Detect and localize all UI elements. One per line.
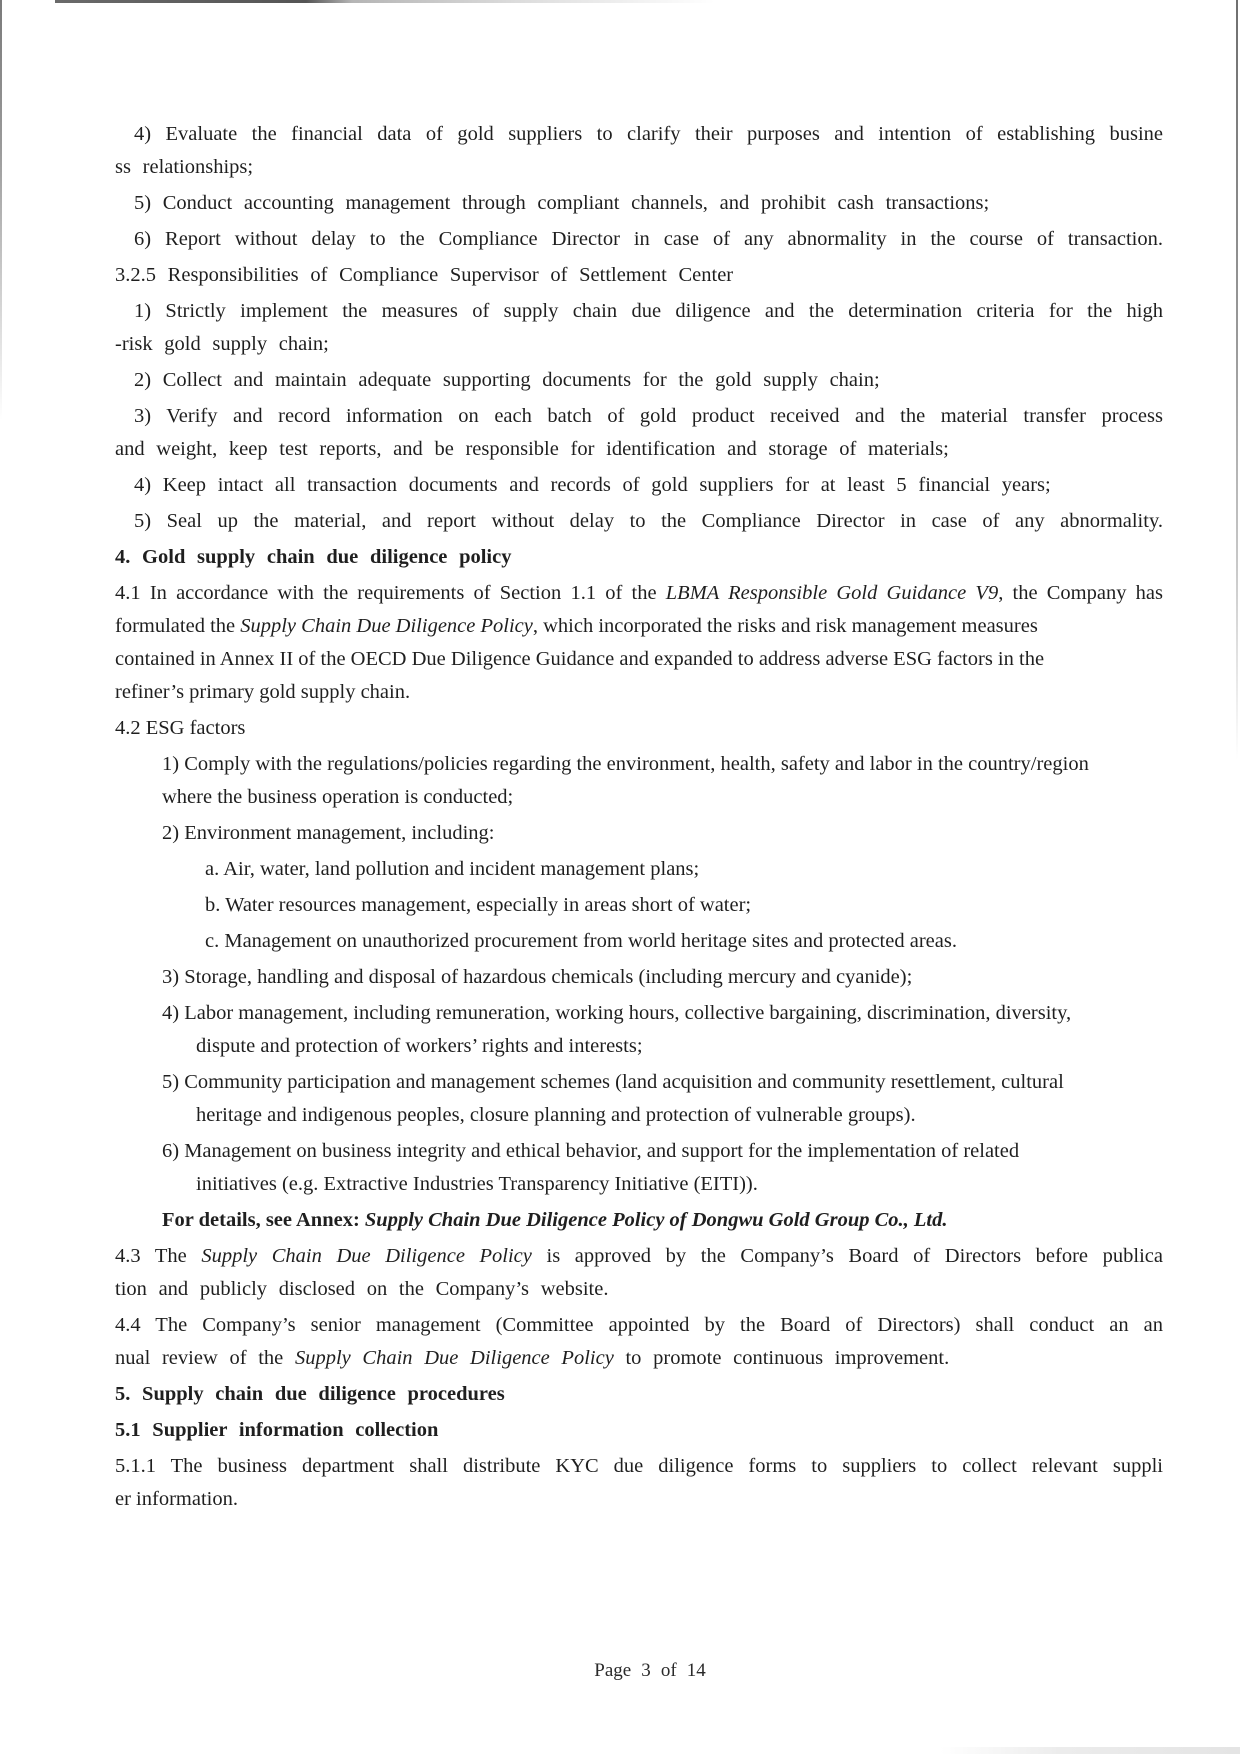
text-line <box>134 364 1163 397</box>
text-segment: ss relationships; <box>115 156 254 178</box>
text-segment: LBMA Responsible Gold Guidance V9 <box>665 582 999 604</box>
text-segment: 6) Report without delay to the Compliance Director in case of any abnormality in the course of transaction. <box>134 228 1163 250</box>
text-line <box>196 1099 1163 1132</box>
text-segment: Supply Chain Due Diligence Policy <box>240 615 533 637</box>
text-segment: c. Management on unauthorized procurement from world heritage sites and protected areas. <box>205 930 957 952</box>
text-segment: Supply Chain Due Diligence Policy <box>294 1347 614 1369</box>
text-line <box>115 1309 1163 1342</box>
text-line <box>115 712 1163 745</box>
text-line <box>162 1135 1163 1168</box>
text-line <box>162 781 1163 814</box>
text-line <box>115 328 1163 361</box>
text-segment: 4.1 In accordance with the requirements of Section 1.1 of the <box>115 582 666 604</box>
text-line <box>134 295 1163 328</box>
text-line <box>115 151 1163 184</box>
text-line <box>115 433 1163 466</box>
text-segment: 2) Collect and maintain adequate supporting documents for the gold supply chain; <box>134 369 880 391</box>
scan-artifact-left-edge <box>0 0 2 420</box>
text-segment: 5) Seal up the material, and report without delay to the Compliance Director in case of any abnormality. <box>134 510 1163 532</box>
text-segment: 5. Supply chain due diligence procedures <box>115 1383 505 1405</box>
text-line <box>134 187 1163 220</box>
text-line <box>205 853 1163 886</box>
text-segment: -risk gold supply chain; <box>115 333 329 355</box>
text-line <box>134 223 1163 256</box>
text-segment: 4.2 ESG factors <box>115 717 246 739</box>
text-segment: contained in Annex II of the OECD Due Diligence Guidance and expanded to address adverse ESG factors in the <box>115 648 1045 670</box>
text-segment: tion and publicly disclosed on the Company’s website. <box>115 1278 609 1300</box>
document-body <box>115 0 1163 1516</box>
text-segment: dispute and protection of workers’ rights and interests; <box>196 1035 643 1057</box>
text-segment: 5) Conduct accounting management through compliant channels, and prohibit cash transactions; <box>134 192 990 214</box>
text-segment: formulated the <box>115 615 241 637</box>
page-number-footer: Page 3 of 14 <box>594 1660 706 1681</box>
text-segment: 5.1 Supplier information collection <box>115 1419 439 1441</box>
text-segment: 5) Community participation and management schemes (land acquisition and community resettlement, cultural <box>162 1071 1064 1093</box>
text-segment: 4. Gold supply chain due diligence policy <box>115 546 512 568</box>
text-line <box>196 1168 1163 1201</box>
text-line <box>115 577 1163 610</box>
text-line <box>134 505 1163 538</box>
text-line <box>115 643 1163 676</box>
text-line <box>115 1378 1163 1411</box>
text-line <box>134 469 1163 502</box>
text-line <box>162 1066 1163 1099</box>
text-line <box>115 259 1163 292</box>
text-segment: 4.3 The <box>115 1245 202 1267</box>
text-segment: 5.1.1 The business department shall distribute KYC due diligence forms to suppliers to collect relevant suppli <box>115 1455 1163 1477</box>
text-segment: 4) Keep intact all transaction documents and records of gold suppliers for at least 5 financial years; <box>134 474 1051 496</box>
text-segment: heritage and indigenous peoples, closure planning and protection of vulnerable groups). <box>196 1104 916 1126</box>
text-line <box>115 1414 1163 1447</box>
scan-artifact-bottom-edge <box>940 1747 1240 1754</box>
text-line <box>134 400 1163 433</box>
text-segment: 1) Strictly implement the measures of supply chain due diligence and the determination criteria for the high <box>134 300 1163 322</box>
text-segment: 4) Evaluate the financial data of gold suppliers to clarify their purposes and intention of establishing busine <box>134 123 1163 145</box>
text-segment: 4.4 The Company’s senior management (Committee appointed by the Board of Directors) shall conduct an an <box>115 1314 1163 1336</box>
text-line <box>115 1450 1163 1483</box>
text-segment: a. Air, water, land pollution and incident management plans; <box>205 858 700 880</box>
scan-artifact-right-edge <box>1236 0 1238 760</box>
text-segment: and weight, keep test reports, and be responsible for identification and storage of materials; <box>115 438 949 460</box>
text-segment: is approved by the Company’s Board of Directors before publica <box>531 1245 1163 1267</box>
text-segment: Supply Chain Due Diligence Policy of Dongwu Gold Group Co., Ltd. <box>364 1209 948 1231</box>
text-segment: For details, see Annex: <box>162 1209 365 1231</box>
text-line <box>115 1240 1163 1273</box>
text-line <box>115 1273 1163 1306</box>
text-line <box>162 817 1163 850</box>
text-line <box>162 961 1163 994</box>
text-line <box>134 118 1163 151</box>
text-segment: refiner’s primary gold supply chain. <box>115 681 411 703</box>
text-segment: 4) Labor management, including remuneration, working hours, collective bargaining, discrimination, diversity, <box>162 1002 1072 1024</box>
text-segment: , the Company has <box>998 582 1163 604</box>
text-line <box>205 889 1163 922</box>
text-line <box>162 748 1163 781</box>
text-line <box>205 925 1163 958</box>
text-line <box>162 997 1163 1030</box>
text-line <box>115 676 1163 709</box>
text-segment: where the business operation is conducted; <box>162 786 514 808</box>
text-segment: 6) Management on business integrity and ethical behavior, and support for the implementation of related <box>162 1140 1020 1162</box>
text-line <box>115 1483 1163 1516</box>
text-line <box>196 1030 1163 1063</box>
text-line <box>115 1342 1163 1375</box>
text-segment: initiatives (e.g. Extractive Industries Transparency Initiative (EITI)). <box>196 1173 758 1195</box>
text-segment: 3.2.5 Responsibilities of Compliance Supervisor of Settlement Center <box>115 264 734 286</box>
text-line <box>115 541 1163 574</box>
text-line <box>162 1204 1163 1237</box>
text-segment: er information. <box>115 1488 238 1510</box>
text-segment: 1) Comply with the regulations/policies regarding the environment, health, safety and labor in the country/region <box>162 753 1089 775</box>
text-segment: 3) Storage, handling and disposal of hazardous chemicals (including mercury and cyanide); <box>162 966 913 988</box>
text-segment: , which incorporated the risks and risk management measures <box>532 615 1038 637</box>
text-segment: Supply Chain Due Diligence Policy <box>201 1245 532 1267</box>
text-segment: 2) Environment management, including: <box>162 822 495 844</box>
text-line <box>115 610 1163 643</box>
text-segment: nual review of the <box>115 1347 295 1369</box>
text-segment: to promote continuous improvement. <box>613 1347 950 1369</box>
text-segment: b. Water resources management, especially in areas short of water; <box>205 894 752 916</box>
text-segment: 3) Verify and record information on each batch of gold product received and the material transfer process <box>134 405 1163 427</box>
